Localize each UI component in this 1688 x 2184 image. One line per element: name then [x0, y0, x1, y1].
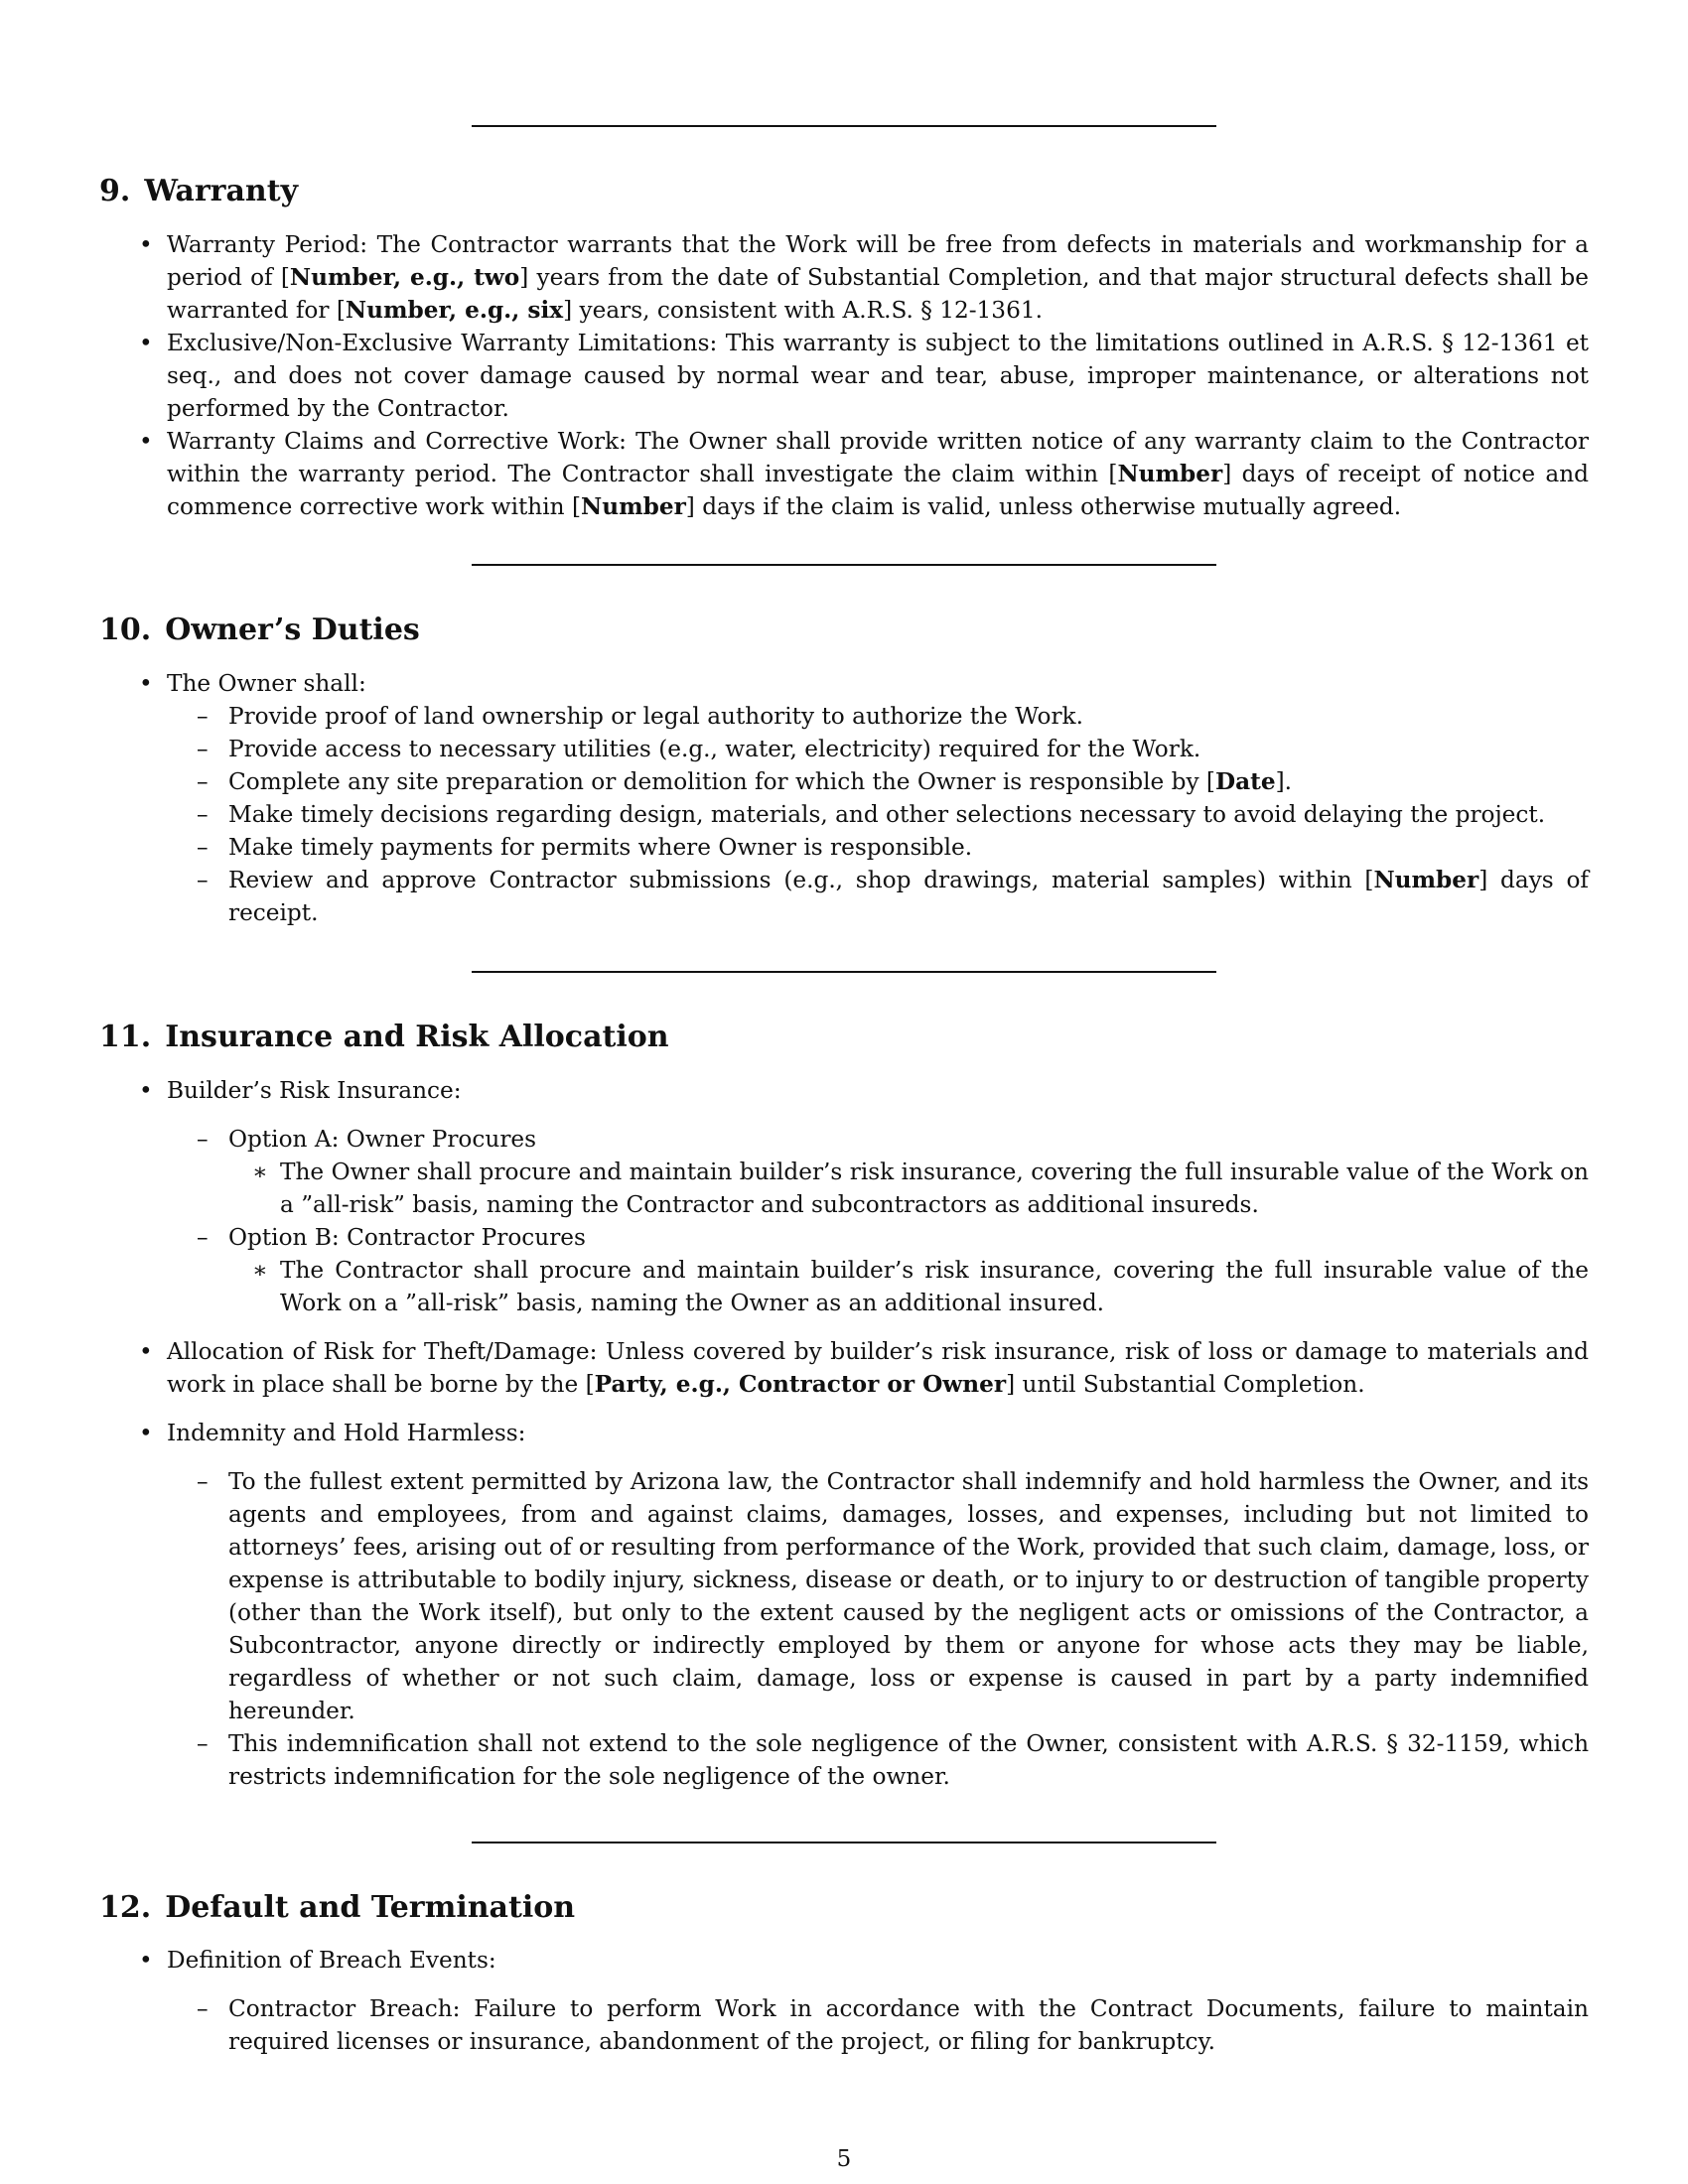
list-gap — [0, 1107, 1688, 1123]
section-number: 11. — [99, 1020, 152, 1054]
dash-icon: – — [197, 834, 209, 861]
dash-icon: – — [197, 801, 209, 828]
section-divider — [472, 971, 1216, 973]
section-divider — [472, 1842, 1216, 1843]
page-number: 5 — [836, 2146, 852, 2172]
sublist-item: – Complete any site preparation or demolition for which the Owner is responsible by [Date]. — [228, 765, 1589, 798]
dash-icon: – — [197, 1995, 209, 2022]
section-title: Owner’s Duties — [165, 613, 420, 647]
sublist-item: – Review and approve Contractor submissions (e.g., shop drawings, material samples) within [Number] days of receipt. — [228, 864, 1589, 929]
insurance-list — [0, 1074, 1688, 1793]
list-item-risk-allocation: • Allocation of Risk for Theft/Damage: Unless covered by builder’s risk insurance, risk of loss or damage to materials and work in place shall be borne by the [Party, e.g., Contractor or Owner] until Substantial Completion. — [167, 1335, 1589, 1401]
list-gap — [0, 1401, 1688, 1417]
dash-icon: – — [197, 867, 209, 893]
section-heading-default — [99, 1889, 575, 1927]
owners-duties-list — [0, 667, 1688, 929]
dash-icon: – — [197, 736, 209, 762]
sublist-item-option-a: – Option A: Owner Procures — [228, 1123, 1589, 1156]
section-divider — [472, 125, 1216, 127]
sublist-item: – Provide access to necessary utilities (e.g., water, electricity) required for the Work. — [228, 733, 1589, 765]
dash-icon: – — [197, 768, 209, 795]
list-item-warranty-limitations: • Exclusive/Non-Exclusive Warranty Limitations: This warranty is subject to the limitations outlined in A.R.S. § 12-1361 et seq., and does not cover damage caused by normal wear and tear, abuse, improper maintenance, or alterations not performed by the Contractor. — [167, 327, 1589, 425]
bullet-icon: • — [139, 1338, 153, 1365]
dash-icon: – — [197, 1730, 209, 1757]
list-item-builders-risk: • Builder’s Risk Insurance: — [167, 1074, 1589, 1107]
section-divider — [472, 564, 1216, 566]
bullet-icon: • — [139, 428, 153, 455]
bullet-icon: • — [139, 330, 153, 356]
sublist-item: – Provide proof of land ownership or legal authority to authorize the Work. — [228, 700, 1589, 733]
bullet-icon: • — [139, 1420, 153, 1446]
asterisk-icon: ∗ — [252, 1159, 268, 1185]
dash-icon: – — [197, 1468, 209, 1495]
section-number: 9. — [99, 174, 131, 208]
dash-icon: – — [197, 703, 209, 730]
bullet-icon: • — [139, 1947, 153, 1974]
subsublist-item-option-a-detail: ∗ The Owner shall procure and maintain builder’s risk insurance, covering the full insurable value of the Work on a ”all-risk” basis, naming the Contractor and subcontractors as additional insureds. — [280, 1156, 1589, 1221]
list-item-warranty-period: • Warranty Period: The Contractor warrants that the Work will be free from defects in materials and workmanship for a period of [Number, e.g., two] years from the date of Substantial Completion, and that major structural defects shall be warranted for [Number, e.g., six] years, consistent with A.R.S. § 12-1361. — [167, 228, 1589, 327]
section-heading-warranty — [99, 173, 298, 210]
section-number: 12. — [99, 1890, 152, 1925]
section-number: 10. — [99, 613, 152, 647]
sublist-item: – Make timely decisions regarding design, materials, and other selections necessary to avoid delaying the project. — [228, 798, 1589, 831]
bullet-icon: • — [139, 670, 153, 697]
warranty-list — [0, 228, 1688, 523]
bullet-icon: • — [139, 231, 153, 258]
list-item-owner-shall: • The Owner shall: — [167, 667, 1589, 700]
section-heading-insurance — [99, 1019, 669, 1056]
sublist-item-indemnity-scope: – To the fullest extent permitted by Arizona law, the Contractor shall indemnify and hold harmless the Owner, and its agents and employees, from and against claims, damages, losses, and expenses, including but not limited to attorneys’ fees, arising out of or resulting from performance of the Work, provided that such claim, damage, loss, or expense is attributable to bodily injury, sickness, disease or death, or to injury to or destruction of tangible property (other than the Work itself), but only to the extent caused by the negligent acts or omissions of the Contractor, a Subcontractor, anyone directly or indirectly employed by them or anyone for whose acts they may be liable, regardless of whether or not such claim, damage, loss or expense is caused in part by a party indemnified hereunder. — [228, 1465, 1589, 1727]
list-item-breach-events: • Definition of Breach Events: — [167, 1944, 1589, 1977]
section-title: Insurance and Risk Allocation — [165, 1020, 669, 1054]
asterisk-icon: ∗ — [252, 1257, 268, 1284]
list-item-warranty-claims: • Warranty Claims and Corrective Work: The Owner shall provide written notice of any warranty claim to the Contractor within the warranty period. The Contractor shall investigate the claim within [Number] days of receipt of notice and commence corrective work within [Number] days if the claim is valid, unless otherwise mutually agreed. — [167, 425, 1589, 523]
sublist-item-indemnity-limit: – This indemnification shall not extend to the sole negligence of the Owner, consistent with A.R.S. § 32-1159, which restricts indemnification for the sole negligence of the owner. — [228, 1727, 1589, 1793]
sublist-item: – Make timely payments for permits where Owner is responsible. — [228, 831, 1589, 864]
list-gap — [0, 1319, 1688, 1335]
dash-icon: – — [197, 1126, 209, 1153]
section-heading-owners-duties — [99, 612, 420, 649]
default-list — [0, 1944, 1688, 2058]
sublist-item-option-b: – Option B: Contractor Procures — [228, 1221, 1589, 1254]
dash-icon: – — [197, 1224, 209, 1251]
section-title: Default and Termination — [165, 1890, 576, 1925]
list-item-indemnity: • Indemnity and Hold Harmless: — [167, 1417, 1589, 1449]
list-gap — [0, 1977, 1688, 1992]
bullet-icon: • — [139, 1077, 153, 1104]
sublist-item-contractor-breach: – Contractor Breach: Failure to perform Work in accordance with the Contract Documents, failure to maintain required licenses or insurance, abandonment of the project, or filing for bankruptcy. — [228, 1992, 1589, 2058]
section-title: Warranty — [144, 174, 299, 208]
list-gap — [0, 1449, 1688, 1465]
subsublist-item-option-b-detail: ∗ The Contractor shall procure and maintain builder’s risk insurance, covering the full insurable value of the Work on a ”all-risk” basis, naming the Owner as an additional insured. — [280, 1254, 1589, 1319]
